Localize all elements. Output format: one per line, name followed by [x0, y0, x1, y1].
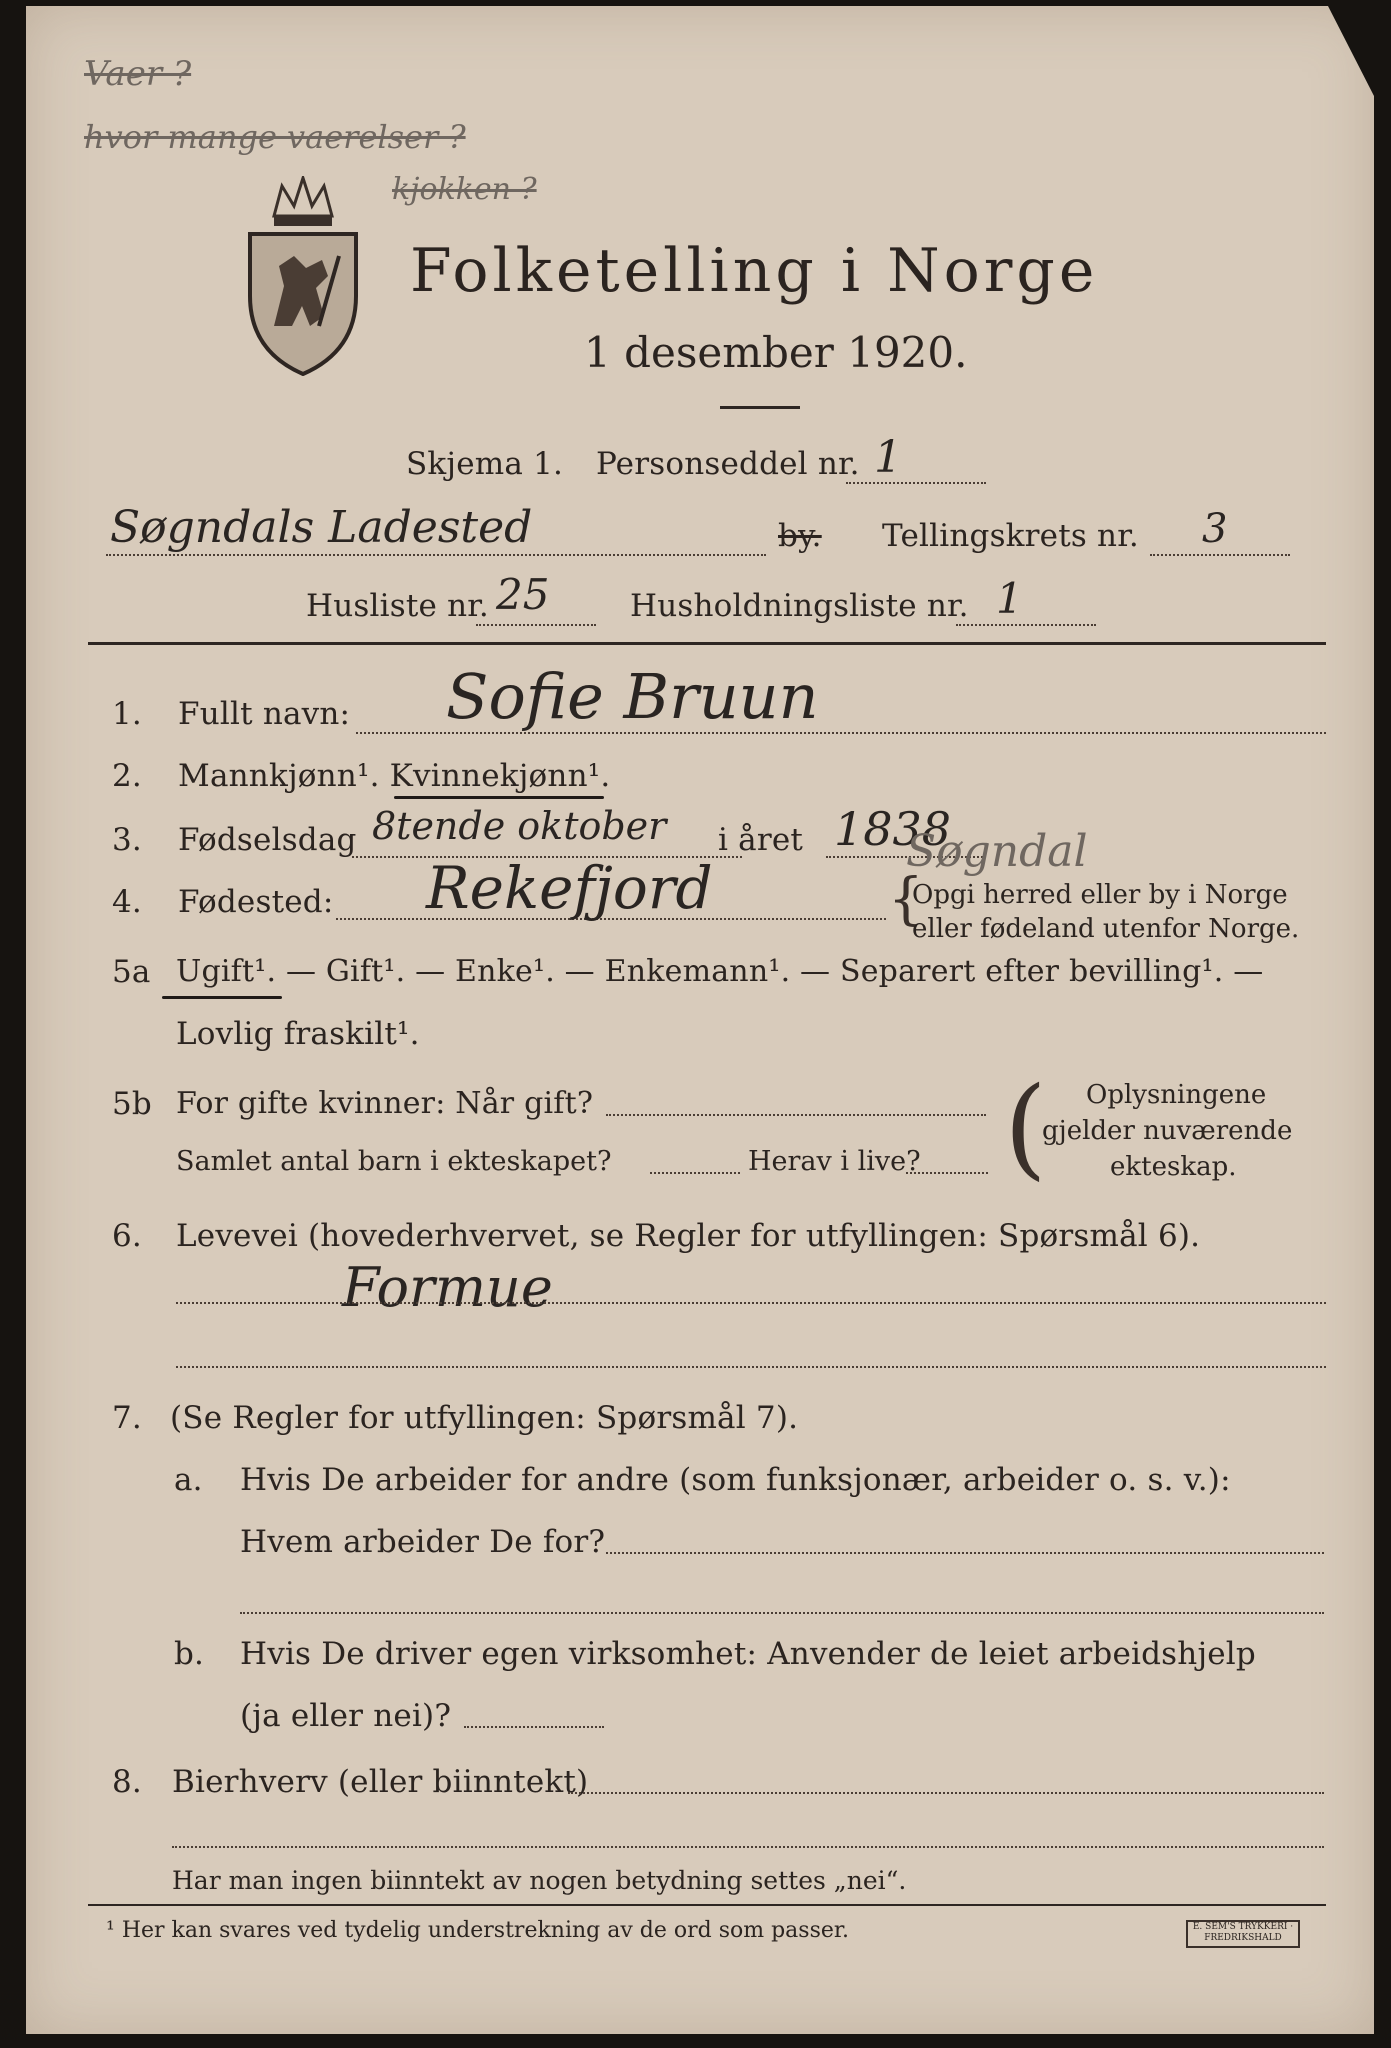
printer-stamp: E. SEM'S TRYKKERI · FREDRIKSHALD	[1186, 1920, 1300, 1948]
husholdningsliste-label: Husholdningsliste nr.	[630, 588, 969, 624]
q3-number: 3.	[112, 822, 142, 858]
pencil-note-3: kjokken ?	[392, 172, 537, 207]
coat-of-arms-icon	[244, 176, 362, 376]
footnote-rule	[88, 1904, 1326, 1906]
employer-field-2[interactable]	[240, 1612, 1324, 1614]
q5b-alive-label: Herav i live?	[748, 1146, 921, 1177]
q1-label: Fullt navn:	[178, 696, 351, 732]
when-married-field[interactable]	[606, 1114, 986, 1116]
q5b-note-line1: Oplysningene	[1086, 1080, 1267, 1110]
hired-help-field[interactable]	[464, 1726, 604, 1728]
header-rule	[88, 642, 1326, 645]
q6-label: Levevei (hovederhvervet, se Regler for utfyllingen: Spørsmål 6).	[176, 1218, 1201, 1254]
schema-label: Skjema 1.	[406, 446, 564, 482]
year-label: i året	[718, 822, 804, 858]
birthplace-value[interactable]: Rekefjord	[426, 854, 713, 922]
marital-underline[interactable]	[162, 996, 282, 999]
title-divider	[720, 406, 800, 409]
q3-label: Fødselsdag	[178, 822, 357, 858]
nei-note: Har man ingen biinntekt av nogen betydning settes „nei“.	[172, 1866, 907, 1895]
birth-year-value[interactable]: 1838	[834, 802, 952, 856]
occupation-value[interactable]: Formue	[342, 1256, 553, 1319]
pencil-note-2: hvor mange vaerelser ?	[84, 118, 466, 156]
husliste-label: Husliste nr.	[306, 588, 489, 624]
q5a-number: 5a	[112, 954, 151, 990]
occupation-field-2[interactable]	[176, 1366, 1326, 1368]
marital-options: Ugift¹. — Gift¹. — Enke¹. — Enkemann¹. — Separert efter bevilling¹. —	[176, 954, 1264, 989]
q8-number: 8.	[112, 1764, 142, 1800]
q7-number: 7.	[112, 1400, 142, 1436]
husholdningsliste-value[interactable]: 1	[996, 574, 1023, 623]
q5b-line1: For gifte kvinner: Når gift?	[176, 1086, 594, 1121]
q4-note-line1: Opgi herred eller by i Norge	[912, 880, 1288, 910]
census-date: 1 desember 1920.	[584, 328, 968, 377]
birthplace-pencil-value: Søgndal	[906, 826, 1088, 877]
employer-field[interactable]	[606, 1552, 1324, 1554]
torn-corner	[1328, 6, 1374, 96]
q8-label: Bierhverv (eller biinntekt)	[172, 1764, 589, 1800]
footnote: ¹ Her kan svares ved tydelig understrekning av de ord som passer.	[106, 1918, 849, 1943]
q4-number: 4.	[112, 884, 142, 920]
q7a-line2: Hvem arbeider De for?	[240, 1524, 606, 1560]
q7-label: (Se Regler for utfyllingen: Spørsmål 7).	[170, 1400, 799, 1436]
q5b-number: 5b	[112, 1086, 152, 1122]
children-total-field[interactable]	[650, 1172, 740, 1174]
children-alive-field[interactable]	[906, 1172, 988, 1174]
personseddel-label: Personseddel nr.	[596, 446, 860, 482]
tellingskrets-label: Tellingskrets nr.	[882, 518, 1139, 554]
q2-number: 2.	[112, 758, 142, 794]
q5b-children-label: Samlet antal barn i ekteskapet?	[176, 1146, 612, 1177]
q7b-line1: Hvis De driver egen virksomhet: Anvender de leiet arbeidshjelp	[240, 1636, 1256, 1672]
full-name-value[interactable]: Sofie Bruun	[446, 660, 819, 733]
birth-day-value[interactable]: 8tende oktober	[372, 804, 667, 848]
q7b-letter: b.	[174, 1636, 205, 1672]
place-value[interactable]: Søgndals Ladested	[110, 502, 533, 553]
q6-number: 6.	[112, 1218, 142, 1254]
q4-note-line2: eller fødeland utenfor Norge.	[912, 914, 1300, 944]
secondary-income-field-2[interactable]	[172, 1846, 1324, 1848]
q7b-line2: (ja eller nei)?	[240, 1698, 452, 1734]
census-form	[26, 6, 1374, 2034]
marital-options-cont: Lovlig fraskilt¹.	[176, 1016, 420, 1052]
gender-underline[interactable]	[394, 796, 604, 799]
q5b-note-line2: gjelder nuværende	[1042, 1116, 1293, 1146]
pencil-note-1: Vaer ?	[84, 54, 192, 94]
form-title: Folketelling i Norge	[410, 236, 1099, 306]
q1-number: 1.	[112, 696, 142, 732]
q4-note-bracket: {	[888, 867, 924, 932]
gender-options: Mannkjønn¹. Kvinnekjønn¹.	[178, 758, 611, 794]
husliste-value[interactable]: 25	[496, 570, 550, 619]
q7a-letter: a.	[174, 1462, 203, 1498]
q5b-note-bracket: (	[1004, 1063, 1047, 1191]
tellingskrets-value[interactable]: 3	[1202, 506, 1228, 552]
q4-label: Fødested:	[178, 884, 334, 920]
secondary-income-field[interactable]	[568, 1792, 1324, 1794]
by-label: by.	[778, 518, 822, 554]
q7a-line1: Hvis De arbeider for andre (som funksjonær, arbeider o. s. v.):	[240, 1462, 1231, 1498]
personseddel-value[interactable]: 1	[874, 432, 902, 483]
q5b-note-line3: ekteskap.	[1110, 1152, 1237, 1182]
